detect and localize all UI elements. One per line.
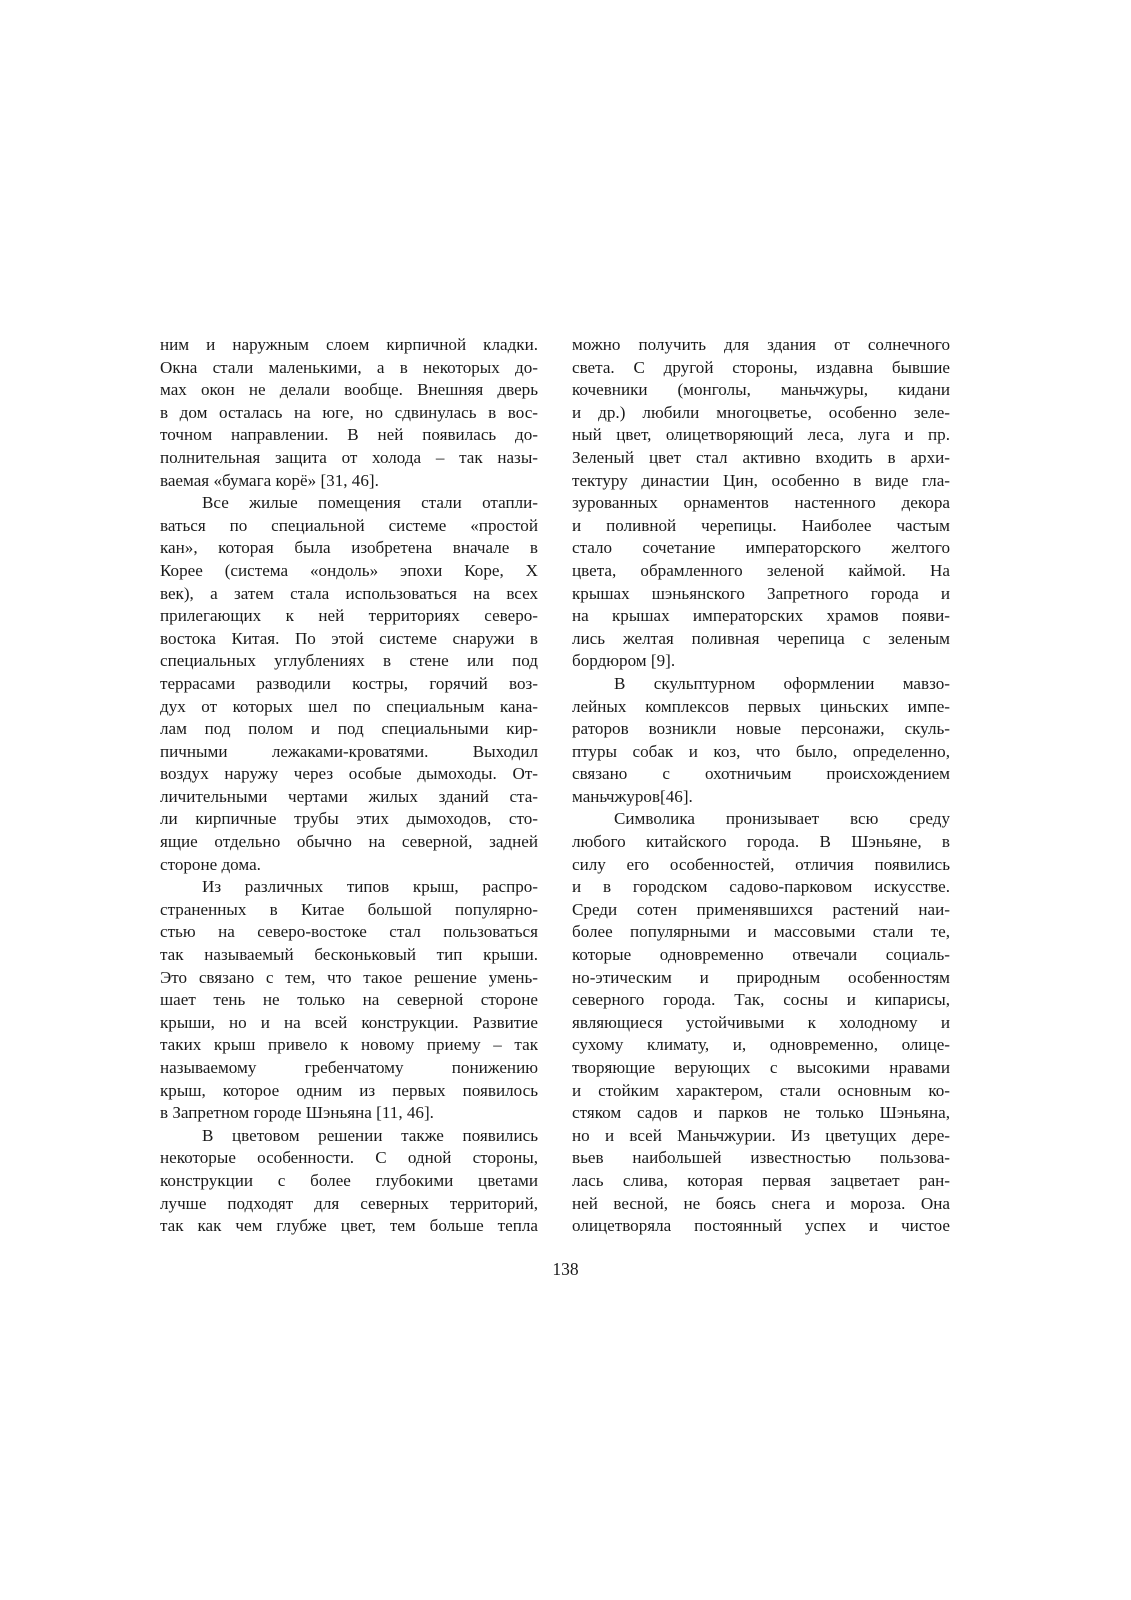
text-line: зурованных орнаментов настенного декора [572, 493, 950, 513]
text-line: можно получить для здания от солнечного [572, 335, 950, 354]
text-line: лучше подходят для северных территорий, [160, 1193, 538, 1213]
text-line: раторов возникли новые персонажи, скуль- [572, 719, 950, 739]
text-line: ящие отдельно обычно на северной, задней [160, 832, 538, 852]
text-line: конструкции с более глубокими цветами [160, 1170, 538, 1190]
text-line: ли кирпичные трубы этих дымоходов, сто- [160, 809, 538, 829]
text-line: Из различных типов крыш, распро- [202, 877, 538, 897]
text-line: тектуру династии Цин, особенно в виде гла- [572, 470, 950, 490]
text-line: некоторые особенности. С одной стороны, [160, 1148, 538, 1168]
text-line: ним и наружным слоем кирпичной кладки. [160, 335, 538, 354]
text-line: так называемый бесконьковый тип крыши. [160, 945, 538, 965]
text-line: любого китайского города. В Шэньяне, в [572, 832, 950, 852]
text-line: но и всей Маньчжурии. Из цветущих дере- [572, 1125, 950, 1145]
text-line: кочевники (монголы, маньчжуры, кидани [572, 380, 950, 400]
text-line: и в городском садово-парковом искусстве. [572, 877, 950, 897]
text-line: стяком садов и парков не только Шэньяна, [572, 1103, 950, 1123]
text-line: дух от которых шел по специальным кана- [160, 696, 538, 716]
text-line: называемому гребенчатому понижению [160, 1058, 538, 1077]
text-line: птуры собак и коз, что было, определенно, [572, 741, 950, 761]
text-line: личительными чертами жилых зданий ста- [160, 786, 538, 806]
text-line: Все жилые помещения стали отапли- [202, 493, 538, 513]
text-line: полнительная защита от холода – так назы- [160, 447, 538, 467]
text-column-right [572, 334, 950, 1238]
text-line: воздух наружу через особые дымоходы. От- [160, 764, 538, 784]
text-line: Символика пронизывает всю среду [614, 809, 950, 829]
text-line: востока Китая. По этой системе снаружи в [160, 628, 538, 648]
text-line: террасами разводили костры, горячий воз- [160, 673, 538, 693]
text-line: олицетворяла постоянный успех и чистое [572, 1216, 950, 1236]
text-line: век), а затем стала использоваться на всех [160, 583, 538, 603]
page-number: 138 [552, 1259, 579, 1279]
text-line: и стойким характером, стали основным ко- [572, 1080, 950, 1100]
text-line: силу его особенностей, отличия появились [572, 854, 950, 874]
text-line: крыш, которое одним из первых появилось [160, 1080, 538, 1100]
text-line: В цветовом решении также появились [202, 1125, 538, 1145]
text-column-left [160, 334, 538, 1238]
text-line: бордюром [9]. [572, 651, 676, 671]
text-line: ней весной, не боясь снега и мороза. Она [572, 1193, 950, 1213]
text-line: мах окон не делали вообще. Внешняя дверь [160, 380, 538, 400]
text-line: света. С другой стороны, издавна бывшие [572, 357, 950, 377]
text-line: стью на северо-востоке стал пользоваться [160, 922, 538, 942]
text-line: маньчжуров[46]. [572, 786, 693, 806]
text-line: цвета, обрамленного зеленой каймой. На [572, 560, 950, 580]
text-line: Это связано с тем, что такое решение умень- [160, 967, 538, 987]
text-line: являющиеся устойчивыми к холодному и [572, 1012, 950, 1032]
text-line: специальных углублениях в стене или под [160, 651, 538, 671]
text-line: точном направлении. В ней появилась до- [160, 425, 538, 445]
text-line: так как чем глубже цвет, тем больше тепла [160, 1216, 538, 1236]
text-line: пичными лежаками-кроватями. Выходил [160, 741, 538, 761]
text-line: стало сочетание императорского желтого [572, 538, 950, 558]
text-line: лам под полом и под специальными кир- [160, 719, 538, 739]
text-line: Окна стали маленькими, а в некоторых до- [160, 357, 538, 377]
text-line: лейных комплексов первых циньских импе- [572, 696, 950, 716]
text-line: страненных в Китае большой популярно- [160, 899, 538, 919]
text-line: прилегающих к ней территориях северо- [160, 606, 538, 626]
text-line: крышах шэньянского Запретного города и [572, 583, 950, 603]
text-line: творяющие верующих с высокими нравами [572, 1058, 950, 1077]
text-line: северного города. Так, сосны и кипарисы, [572, 990, 950, 1010]
text-line: крыши, но и на всей конструкции. Развитие [160, 1012, 538, 1032]
text-line: Среди сотен применявшихся растений наи- [572, 899, 950, 919]
text-line: в дом осталась на юге, но сдвинулась в вос- [160, 402, 538, 422]
text-line: и поливной черепицы. Наиболее частым [572, 515, 950, 535]
text-line: Корее (система «ондоль» эпохи Коре, X [160, 560, 538, 580]
text-line: стороне дома. [160, 854, 261, 874]
text-line: ный цвет, олицетворяющий леса, луга и пр. [572, 425, 950, 445]
text-line: в Запретном городе Шэньяна [11, 46]. [160, 1103, 434, 1123]
text-line: шает тень не только на северной стороне [160, 990, 538, 1010]
text-line: на крышах императорских храмов появи- [572, 606, 950, 626]
text-line: ваемая «бумага корё» [31, 46]. [160, 470, 379, 490]
text-line: сухому климату, и, одновременно, олице- [572, 1035, 950, 1055]
text-line: таких крыш привело к новому приему – так [160, 1035, 538, 1055]
text-line: Зеленый цвет стал активно входить в архи- [572, 447, 950, 467]
text-line: которые одновременно отвечали социаль- [572, 945, 950, 965]
text-line: В скульптурном оформлении мавзо- [614, 673, 950, 693]
text-line: кан», которая была изобретена вначале в [160, 538, 538, 558]
text-line: но-этическим и природным особенностям [572, 967, 950, 987]
text-line: связано с охотничьим происхождением [572, 764, 950, 784]
text-line: лась слива, которая первая зацветает ран- [572, 1170, 950, 1190]
text-line: лись желтая поливная черепица с зеленым [572, 628, 950, 648]
text-line: ваться по специальной системе «простой [160, 515, 538, 535]
text-line: вьев наибольшей известностью пользова- [572, 1148, 950, 1168]
text-line: более популярными и массовыми стали те, [572, 922, 950, 942]
text-line: и др.) любили многоцветье, особенно зеле- [572, 402, 950, 422]
